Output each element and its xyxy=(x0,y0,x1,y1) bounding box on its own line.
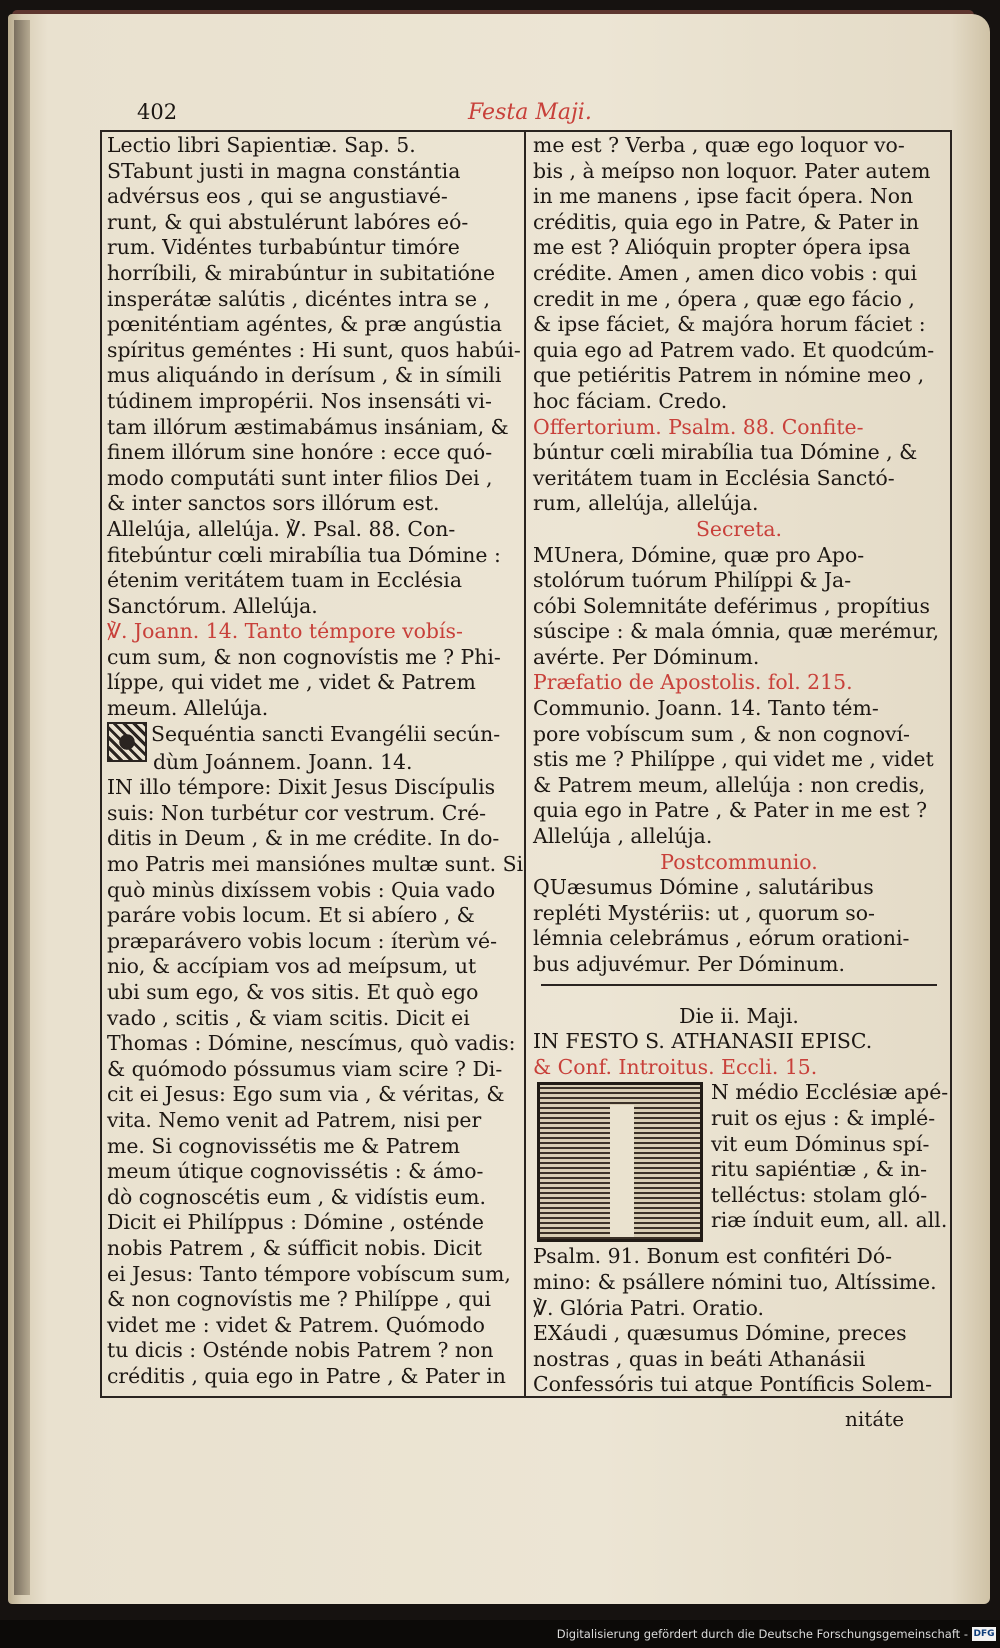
text-line: STabunt justi in magna constántia xyxy=(107,158,461,183)
text-line: horríbili, & mirabúntur in subitatióne xyxy=(107,260,496,285)
text-line: QUæsumus Dómine , salutáribus xyxy=(533,875,874,900)
text-line: credit in me , ópera , quæ ego fácio , xyxy=(533,286,915,311)
text-line: meum. Allelúja. xyxy=(107,696,269,721)
text-line: nio, & accípiam vos ad meípsum, ut xyxy=(107,954,477,979)
text-line: ei Jesus: Tanto témpore vobíscum sum, xyxy=(107,1261,511,1286)
text-line: MUnera, Dómine, quæ pro Apo- xyxy=(533,542,865,567)
text-line: ritu sapiéntiæ , & in- xyxy=(711,1157,927,1182)
text-line: mus aliquándo in derísum , & in símili xyxy=(107,363,502,388)
text-line: runt, & qui abstulérunt labóres eó- xyxy=(107,209,469,234)
text-line: paráre vobis locum. Et si abíero , & xyxy=(107,903,475,928)
text-line: fitebúntur cœli mirabília tua Dómine : xyxy=(107,542,501,567)
right-column xyxy=(533,133,949,1398)
text-line: ditis in Deum , & in me crédite. In do- xyxy=(107,826,500,851)
text-line: cit ei Jesus: Ego sum via , & véritas, & xyxy=(107,1082,505,1107)
cross-ornament-icon xyxy=(107,722,147,762)
text-line: tam illórum æstimabámus insániam, & xyxy=(107,414,509,439)
text-line: finem illórum sine honóre : ecce quó- xyxy=(107,440,493,465)
text-line: búntur cœli mirabília tua Dómine , & xyxy=(533,440,918,465)
catchword: nitáte xyxy=(845,1407,905,1431)
text-line: Allelúja, allelúja. ℣. Psal. 88. Con- xyxy=(107,516,456,541)
text-line: repléti Mystériis: ut , quorum so- xyxy=(533,900,875,925)
text-line: pœniténtiam agéntes, & præ angústia xyxy=(107,312,502,337)
page-number: 402 xyxy=(137,100,178,124)
text-line: Dicit ei Philíppus : Dómine , osténde xyxy=(107,1210,484,1235)
initial-block xyxy=(533,1080,949,1244)
text-line: dò cognoscétis eum , & vidístis eum. xyxy=(107,1184,486,1209)
center-rule xyxy=(524,130,526,1398)
date-heading: Die ii. Maji. xyxy=(679,1003,799,1028)
digitization-footer xyxy=(0,1620,1000,1648)
secreta-heading: Secreta. xyxy=(695,516,783,541)
text-line: mo Patris mei mansiónes multæ sunt. Si xyxy=(107,852,524,877)
woodcut-initial-image xyxy=(537,1082,703,1242)
introit-rubric: & Conf. Introitus. Eccli. 15. xyxy=(533,1054,818,1079)
text-line: rum. Vidéntes turbabúntur timóre xyxy=(107,235,460,260)
text-line: meum útique cognovissétis : & ámo- xyxy=(107,1159,484,1184)
text-line: & ipse fáciet, & majóra horum fáciet : xyxy=(533,312,926,337)
text-line: lémnia celebrámus , eórum orationi- xyxy=(533,926,910,951)
text-line: vita. Nemo venit ad Patrem, nisi per xyxy=(107,1107,482,1132)
text-line: rum, allelúja, allelúja. xyxy=(533,491,759,516)
text-line: ubi sum ego, & vos sitis. Et quò ego xyxy=(107,980,479,1004)
text-line: riæ índuit eum, all. all. xyxy=(711,1208,948,1233)
text-line: vado , scitis , & viam scitis. Dicit ei xyxy=(107,1005,470,1030)
text-line: que petiéritis Patrem in nómine meo , xyxy=(533,363,925,388)
dfg-logo-icon: DFG xyxy=(973,1629,995,1639)
text-line: ruit os ejus : & implé- xyxy=(711,1105,936,1130)
text-line: vit eum Dóminus spí- xyxy=(711,1131,930,1156)
text-line: & non cognovístis me ? Philíppe , qui xyxy=(107,1287,492,1312)
text-line: bus adjuvémur. Per Dóminum. xyxy=(533,952,845,976)
text-line: pore vobíscum sum , & non cognoví- xyxy=(533,721,910,746)
text-line: créditis , quia ego in Patre , & Pater in xyxy=(107,1363,506,1388)
text-line: & quómodo póssumus viam scire ? Di- xyxy=(107,1056,503,1081)
text-line: crédite. Amen , amen dico vobis : qui xyxy=(533,260,918,285)
text-line: Allelúja , allelúja. xyxy=(533,824,713,849)
rubric-line: Præfatio de Apostolis. fol. 215. xyxy=(533,670,853,695)
text-line: me est ? Alióquin propter ópera ipsa xyxy=(533,235,911,260)
text-line: veritátem tuam in Ecclésia Sanctó- xyxy=(533,465,895,490)
running-title: Festa Maji. xyxy=(468,100,592,125)
postcommunio-heading: Postcommunio. xyxy=(660,849,818,874)
right-outer-rule xyxy=(950,130,952,1398)
text-line: mino: & psállere nómini tuo, Altíssime. xyxy=(533,1269,937,1294)
text-line: Lectio libri Sapientiæ. Sap. 5. xyxy=(107,133,416,157)
left-column xyxy=(107,133,524,1390)
text-line: IN illo témpore: Dixit Jesus Discípulis xyxy=(107,775,496,800)
text-line: Sanctórum. Allelúja. xyxy=(107,593,318,618)
left-outer-rule xyxy=(100,130,102,1398)
text-line: bis , à meípso non loquor. Pater autem xyxy=(533,158,931,183)
text-line: in me manens , ipse facit ópera. Non xyxy=(533,184,914,209)
text-line: cóbi Solemnitáte deférimus , propítius xyxy=(533,593,931,618)
text-line: Thomas : Dómine, nescímus, quò vadis: xyxy=(107,1031,516,1056)
text-line: dùm Joánnem. Joann. 14. xyxy=(153,749,413,774)
rubric-line: Offertorium. Psalm. 88. Confite- xyxy=(533,414,864,439)
text-line: súscipe : & mala ómnia, quæ merémur, xyxy=(533,619,940,644)
text-line: suis: Non turbétur cor vestrum. Cré- xyxy=(107,800,487,825)
text-line: nobis Patrem , & súfficit nobis. Dicit xyxy=(107,1235,482,1260)
page-gutter xyxy=(14,20,30,1595)
text-line: ℣. Glória Patri. Oratio. xyxy=(533,1295,765,1320)
text-line: præparávero vobis locum : íterùm vé- xyxy=(107,928,497,953)
text-line: modo computáti sunt inter filios Dei , xyxy=(107,465,493,490)
text-line: & inter sanctos sors illórum est. xyxy=(107,491,440,516)
text-line: quò minùs dixíssem vobis : Quia vado xyxy=(107,877,496,902)
text-line: avérte. Per Dóminum. xyxy=(533,644,760,669)
text-line: líppe, qui videt me , videt & Patrem xyxy=(107,670,476,695)
text-line: quia ego in Patre , & Pater in me est ? xyxy=(533,798,928,823)
text-line: & Patrem meum, allelúja : non credis, xyxy=(533,772,926,797)
text-line: insperátæ salútis , dicéntes intra se , xyxy=(107,286,491,311)
rubric-line: ℣. Joann. 14. Tanto témpore vobís- xyxy=(107,619,463,644)
text-line: étenim veritátem tuam in Ecclésia xyxy=(107,568,462,593)
text-line: Communio. Joann. 14. Tanto tém- xyxy=(533,696,879,721)
text-line: advérsus eos , qui se angustiavé- xyxy=(107,184,448,209)
text-line: nostras , quas in beáti Athanásii xyxy=(533,1346,866,1371)
text-line: telléctus: stolam gló- xyxy=(711,1182,928,1207)
text-line: túdinem impropérii. Nos insensáti vi- xyxy=(107,388,492,413)
text-line: spíritus geméntes : Hi sunt, quos habúi- xyxy=(107,337,521,362)
gospel-heading-text: Sequéntia sancti Evangélii secún- xyxy=(151,721,501,746)
text-line: Psalm. 91. Bonum est confitéri Dó- xyxy=(533,1244,893,1269)
text-line: me est ? Verba , quæ ego loquor vo- xyxy=(533,133,905,157)
top-rule xyxy=(100,130,952,132)
text-line: stis me ? Philíppe , qui videt me , videt xyxy=(533,747,934,772)
text-line: N médio Ecclésiæ apé- xyxy=(711,1080,949,1105)
text-line: créditis, quia ego in Patre, & Pater in xyxy=(533,209,919,234)
text-line: Confessóris tui atque Pontíficis Solem- xyxy=(533,1372,933,1397)
text-line: stolórum tuórum Philíppi & Ja- xyxy=(533,568,852,593)
text-line: videt me : videt & Patrem. Quómodo xyxy=(107,1312,485,1337)
feast-title: IN FESTO S. ATHANASII EPISC. xyxy=(533,1029,873,1054)
text-line: cum sum, & non cognovístis me ? Phi- xyxy=(107,644,501,669)
text-line: hoc fáciam. Credo. xyxy=(533,388,728,413)
text-line: tu dicis : Osténde nobis Patrem ? non xyxy=(107,1338,494,1363)
text-line: EXáudi , quæsumus Dómine, preces xyxy=(533,1321,907,1346)
footer-credit: Digitalisierung gefördert durch die Deutsche Forschungsgemeinschaft - xyxy=(556,1627,968,1641)
text-line: quia ego ad Patrem vado. Et quodcúm- xyxy=(533,337,935,362)
gospel-heading xyxy=(107,722,517,750)
section-divider xyxy=(541,984,937,1000)
text-line: me. Si cognovissétis me & Patrem xyxy=(107,1133,461,1158)
